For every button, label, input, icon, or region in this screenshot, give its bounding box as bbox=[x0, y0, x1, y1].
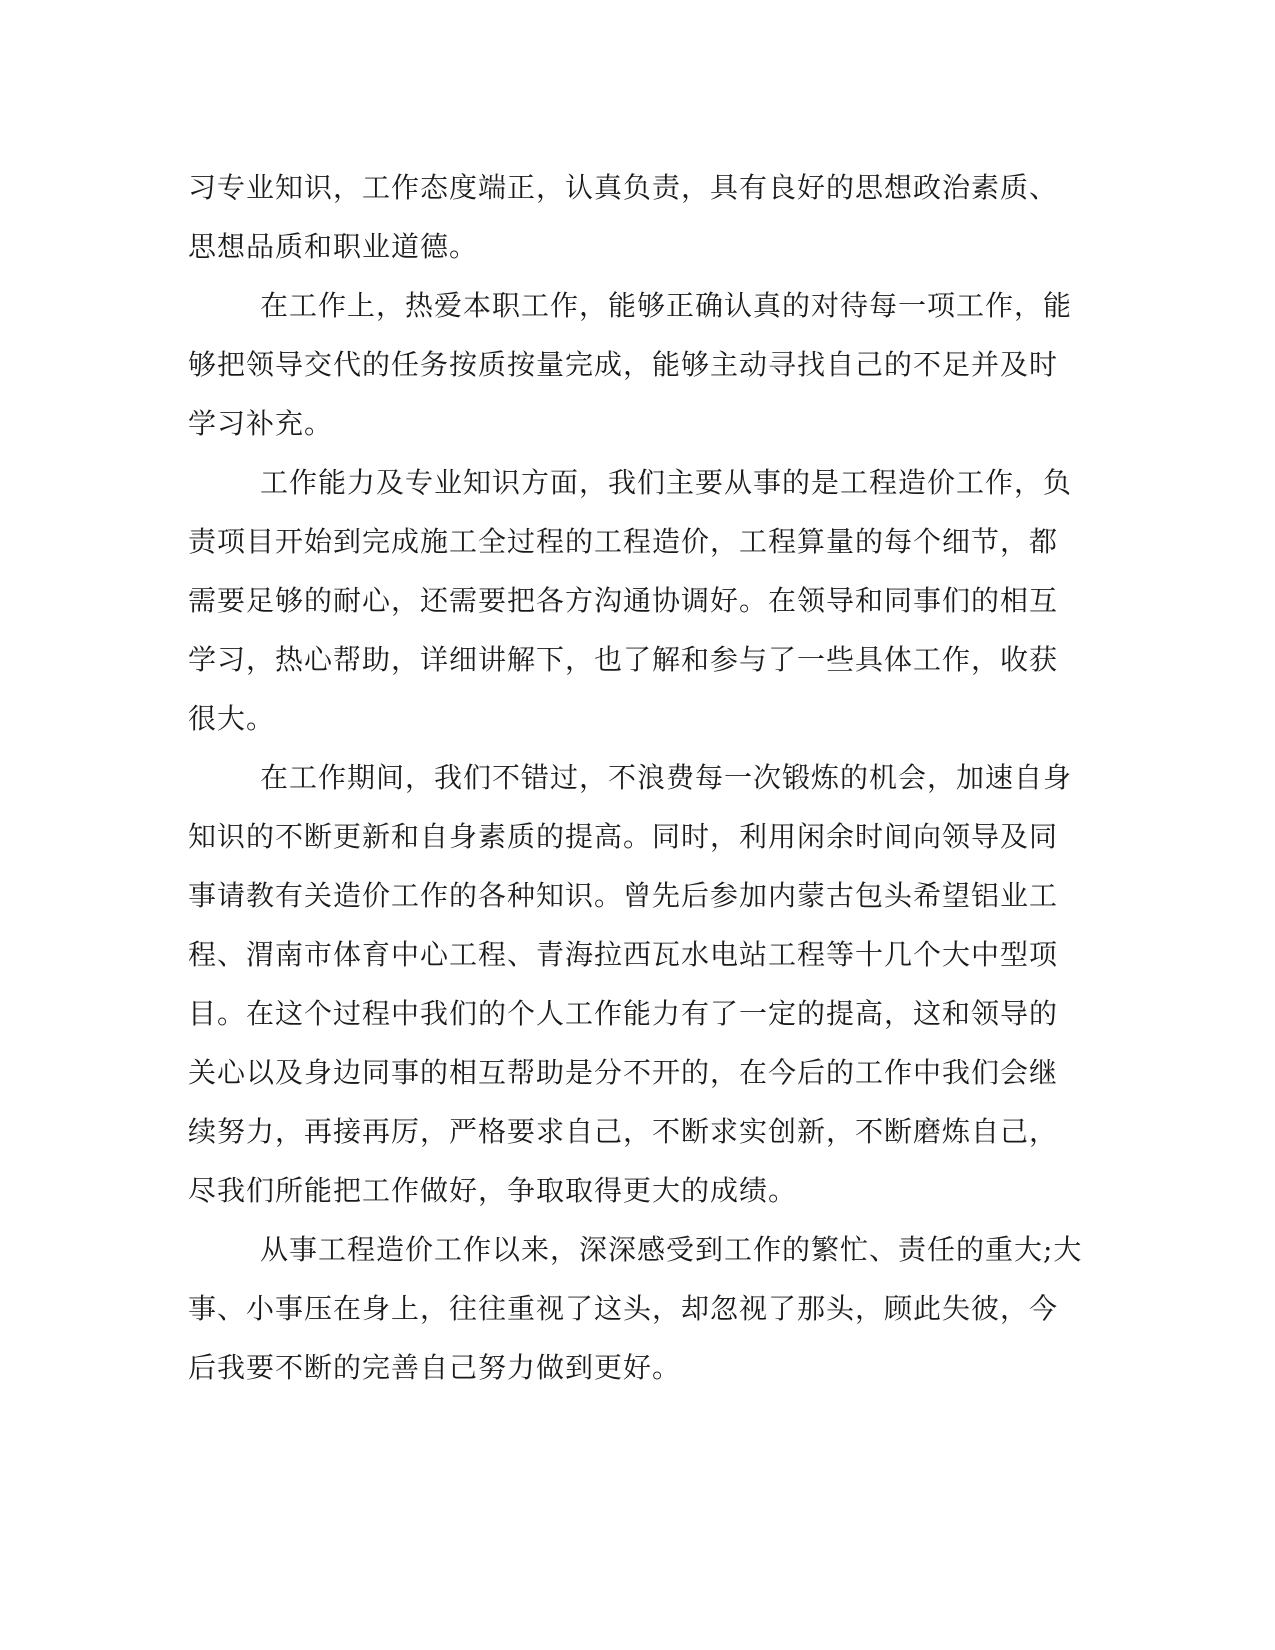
text-line: 知识的不断更新和自身素质的提高。同时，利用闲余时间向领导及同 bbox=[188, 820, 1059, 853]
paragraph-first-line: 从事工程造价工作以来，深深感受到工作的繁忙、责任的重大;大 bbox=[260, 1233, 1083, 1266]
paragraph-first-line: 在工作上，热爱本职工作，能够正确认真的对待每一项工作，能 bbox=[260, 289, 1073, 322]
text-line: 需要足够的耐心，还需要把各方沟通协调好。在领导和同事们的相互 bbox=[188, 584, 1059, 617]
text-line: 学习补充。 bbox=[188, 407, 334, 440]
text-line: 思想品质和职业道德。 bbox=[188, 230, 479, 263]
text-line: 够把领导交代的任务按质按量完成，能够主动寻找自己的不足并及时 bbox=[188, 348, 1059, 381]
paragraph-first-line: 在工作期间，我们不错过，不浪费每一次锻炼的机会，加速自身 bbox=[260, 761, 1073, 794]
text-line: 目。在这个过程中我们的个人工作能力有了一定的提高，这和领导的 bbox=[188, 997, 1059, 1030]
text-line: 责项目开始到完成施工全过程的工程造价，工程算量的每个细节，都 bbox=[188, 525, 1059, 558]
text-line: 尽我们所能把工作做好，争取取得更大的成绩。 bbox=[188, 1174, 798, 1207]
text-line: 习专业知识，工作态度端正，认真负责，具有良好的思想政治素质、 bbox=[188, 171, 1059, 204]
text-line: 学习，热心帮助，详细讲解下，也了解和参与了一些具体工作，收获 bbox=[188, 643, 1059, 676]
text-line: 关心以及身边同事的相互帮助是分不开的，在今后的工作中我们会继 bbox=[188, 1056, 1059, 1089]
text-line: 续努力，再接再厉，严格要求自己，不断求实创新，不断磨炼自己， bbox=[188, 1115, 1059, 1148]
text-line: 事、小事压在身上，往往重视了这头，却忽视了那头，顾此失彼，今 bbox=[188, 1292, 1059, 1325]
text-line: 很大。 bbox=[188, 702, 276, 735]
text-line: 事请教有关造价工作的各种知识。曾先后参加内蒙古包头希望铝业工 bbox=[188, 879, 1059, 912]
text-line: 程、渭南市体育中心工程、青海拉西瓦水电站工程等十几个大中型项 bbox=[188, 938, 1059, 971]
text-line: 后我要不断的完善自己努力做到更好。 bbox=[188, 1351, 682, 1384]
document-body bbox=[188, 158, 1083, 1397]
paragraph-first-line: 工作能力及专业知识方面，我们主要从事的是工程造价工作，负 bbox=[260, 466, 1073, 499]
